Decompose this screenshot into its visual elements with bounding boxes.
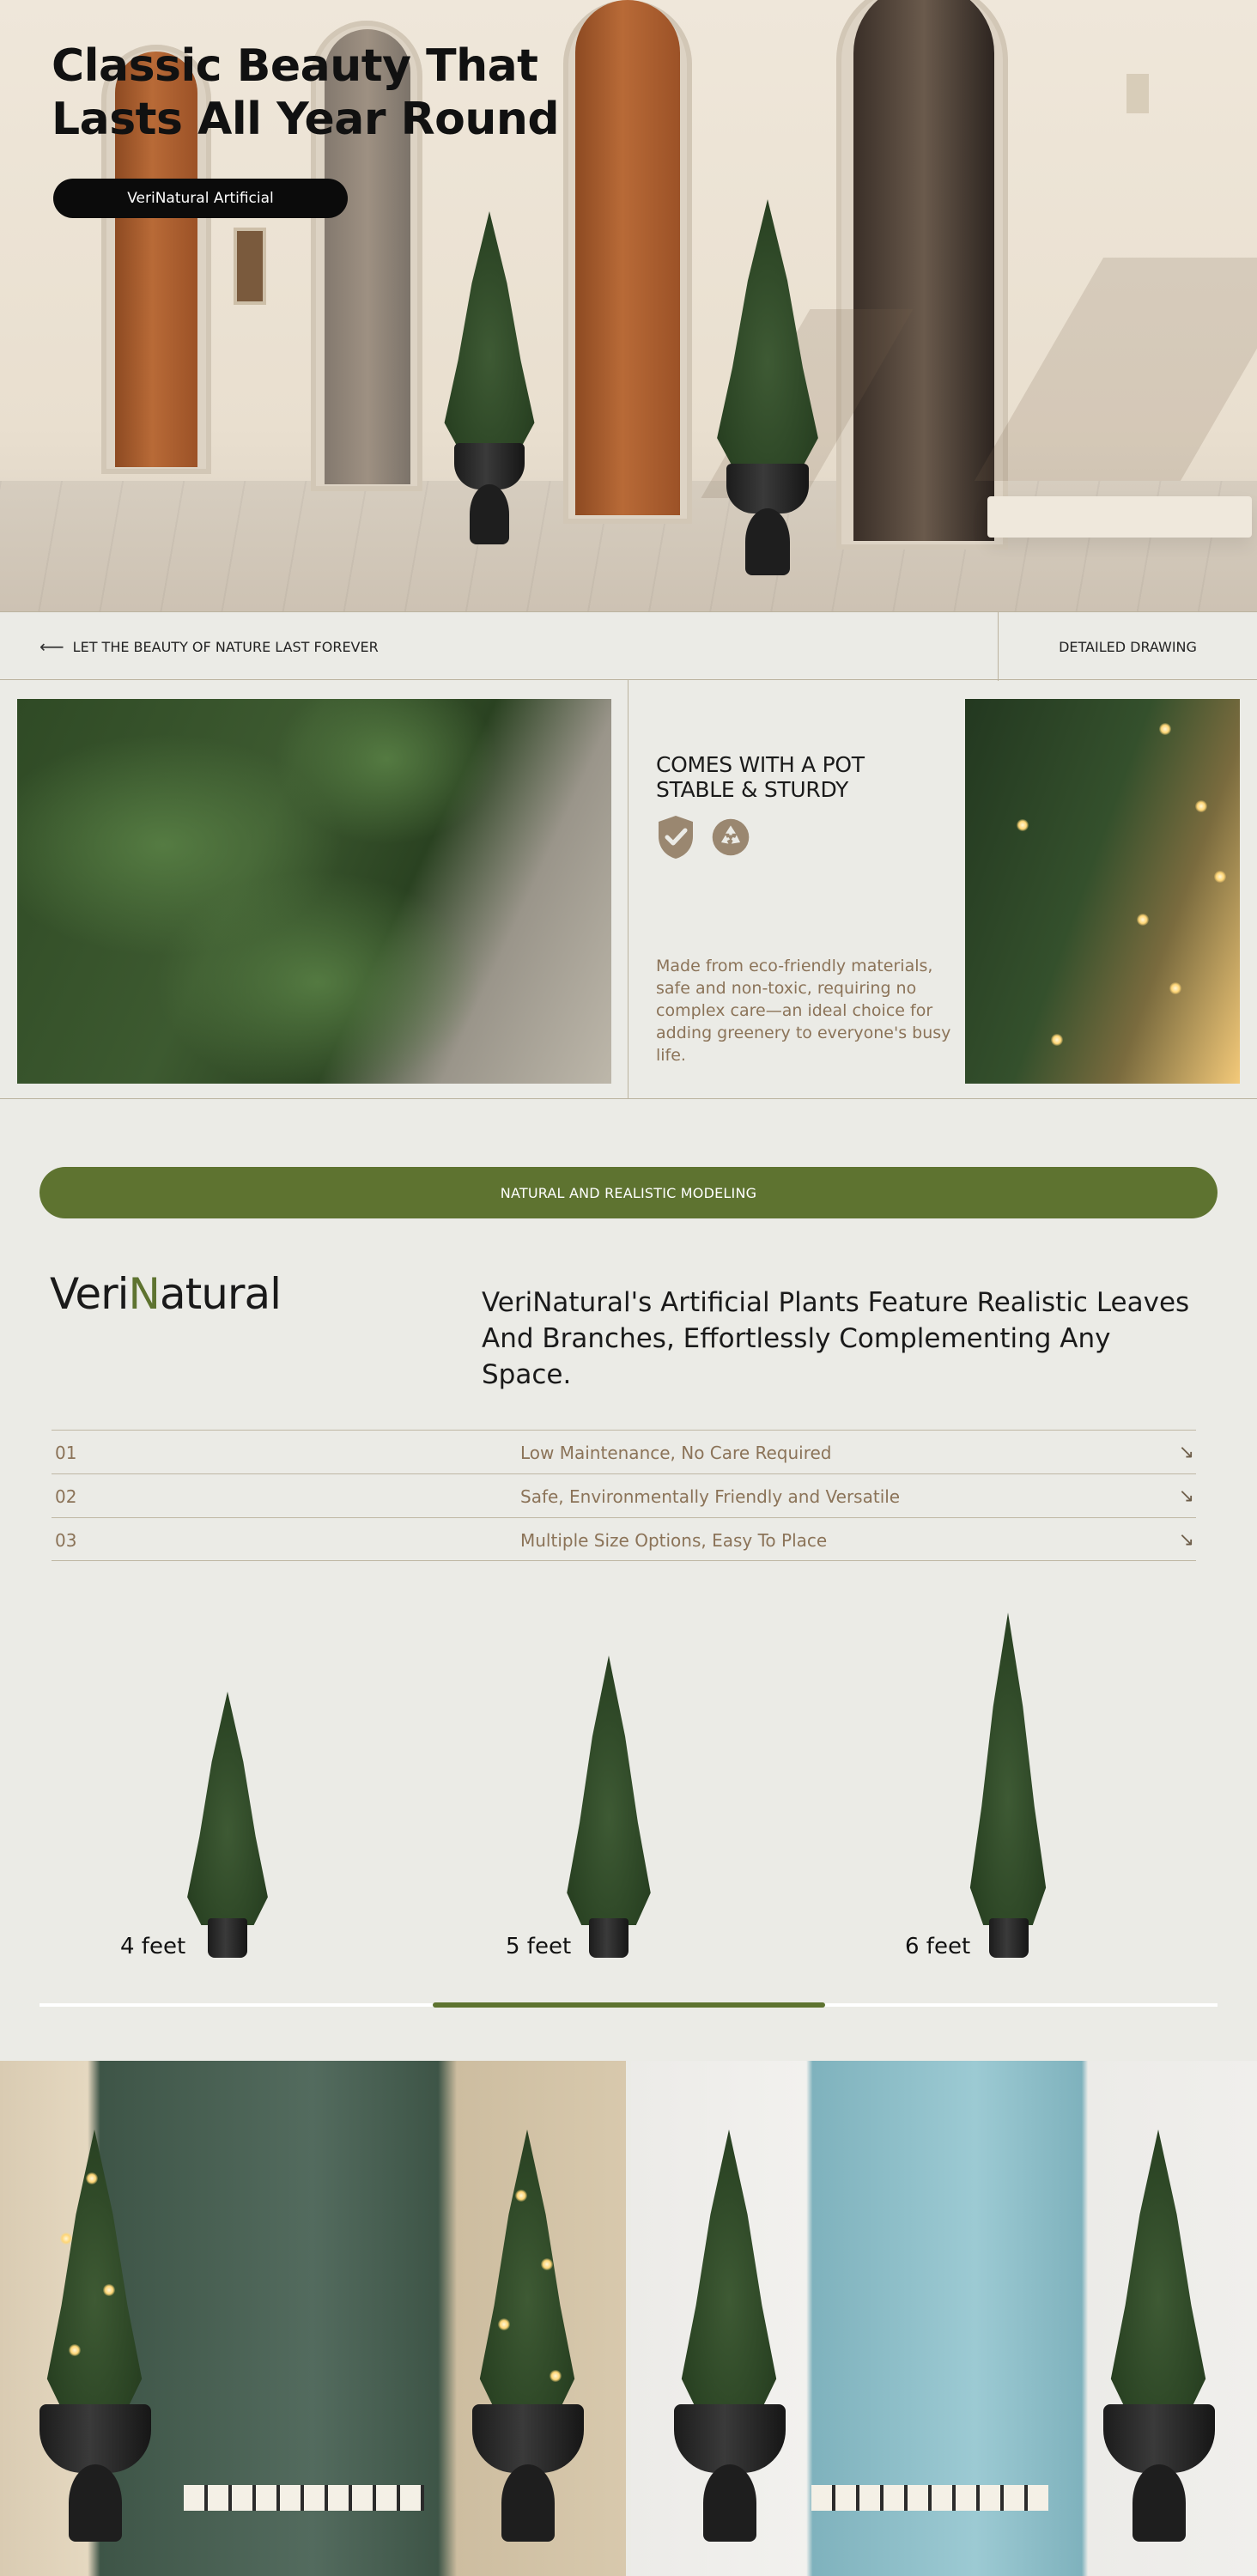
hero-banner — [0, 0, 1257, 611]
arrow-left-icon: ⟵ — [39, 636, 64, 657]
section-banner: NATURAL AND REALISTIC MODELING — [39, 1167, 1218, 1218]
feature-text: Safe, Environmentally Friendly and Versatile — [520, 1485, 901, 1507]
topiary-entrance-photo — [631, 2061, 1257, 2576]
feature-row[interactable] — [52, 1517, 1196, 1561]
feature-row[interactable] — [52, 1430, 1196, 1473]
tree-6ft-image[interactable] — [963, 1613, 1053, 1966]
leaf-letter-icon: N — [128, 1269, 160, 1319]
hero-title-line2: Lasts All Year Round — [52, 94, 560, 145]
recycle-icon — [711, 814, 750, 860]
wall-lamp — [1126, 74, 1149, 113]
small-window — [234, 228, 266, 305]
feature-row[interactable] — [52, 1473, 1196, 1517]
feature-text: Low Maintenance, No Care Required — [520, 1442, 832, 1463]
arrow-down-right-icon[interactable]: ↘ — [1178, 1442, 1194, 1463]
product-detail-panel — [0, 680, 1257, 1099]
detailed-drawing-link[interactable]: DETAILED DRAWING — [1059, 638, 1197, 655]
info-bar-left-label: LET THE BEAUTY OF NATURE LAST FOREVER — [72, 638, 379, 655]
arch-door — [575, 0, 680, 515]
brand-tagline: VeriNatural's Artificial Plants Feature Realistic Leaves And Branches, Effortlessly Complementing Any Space. — [482, 1287, 1190, 1390]
arch-window — [853, 0, 994, 541]
foliage-lights-photo — [965, 699, 1240, 1084]
arrow-down-right-icon[interactable]: ↘ — [1178, 1485, 1194, 1507]
hero-topiary-left — [434, 211, 545, 546]
arrow-down-right-icon[interactable]: ↘ — [1178, 1529, 1194, 1551]
feature-text: Multiple Size Options, Easy To Place — [520, 1529, 828, 1551]
feature-number: 02 — [55, 1485, 77, 1507]
hero-title — [52, 39, 559, 146]
pot-feature-title: COMES WITH A POT STABLE & STURDY — [656, 752, 865, 802]
size-label-6ft: 6 feet — [905, 1934, 971, 1959]
feature-number: 03 — [55, 1529, 77, 1551]
hero-topiary-right — [706, 199, 829, 577]
pot-feature-description: Made from eco-friendly materials, safe and non-toxic, requiring no complex care—an ideal choice for adding greenery to everyone's busy life. — [656, 957, 951, 1065]
lit-topiary-entrance-photo — [0, 2061, 626, 2576]
size-label-5ft: 5 feet — [506, 1934, 572, 1959]
tree-5ft-image[interactable] — [560, 1656, 658, 1966]
size-label-4ft: 4 feet — [120, 1934, 186, 1959]
tree-4ft-image[interactable] — [180, 1692, 275, 1966]
feature-badges — [656, 814, 750, 860]
info-bar — [0, 611, 1257, 680]
verinatural-logo: VeriNatural — [50, 1269, 281, 1319]
size-options — [0, 1597, 1257, 1966]
brand-pill-button[interactable]: VeriNatural Artificial — [53, 179, 348, 218]
feature-list — [52, 1430, 1196, 1561]
feature-number: 01 — [55, 1442, 77, 1463]
shield-check-icon — [656, 814, 695, 860]
hero-title-line1: Classic Beauty That — [52, 40, 538, 92]
foliage-closeup-photo — [17, 699, 611, 1084]
stone-bench — [987, 496, 1252, 538]
info-bar-left[interactable] — [39, 612, 379, 681]
carousel-progress-indicator — [433, 2002, 825, 2008]
